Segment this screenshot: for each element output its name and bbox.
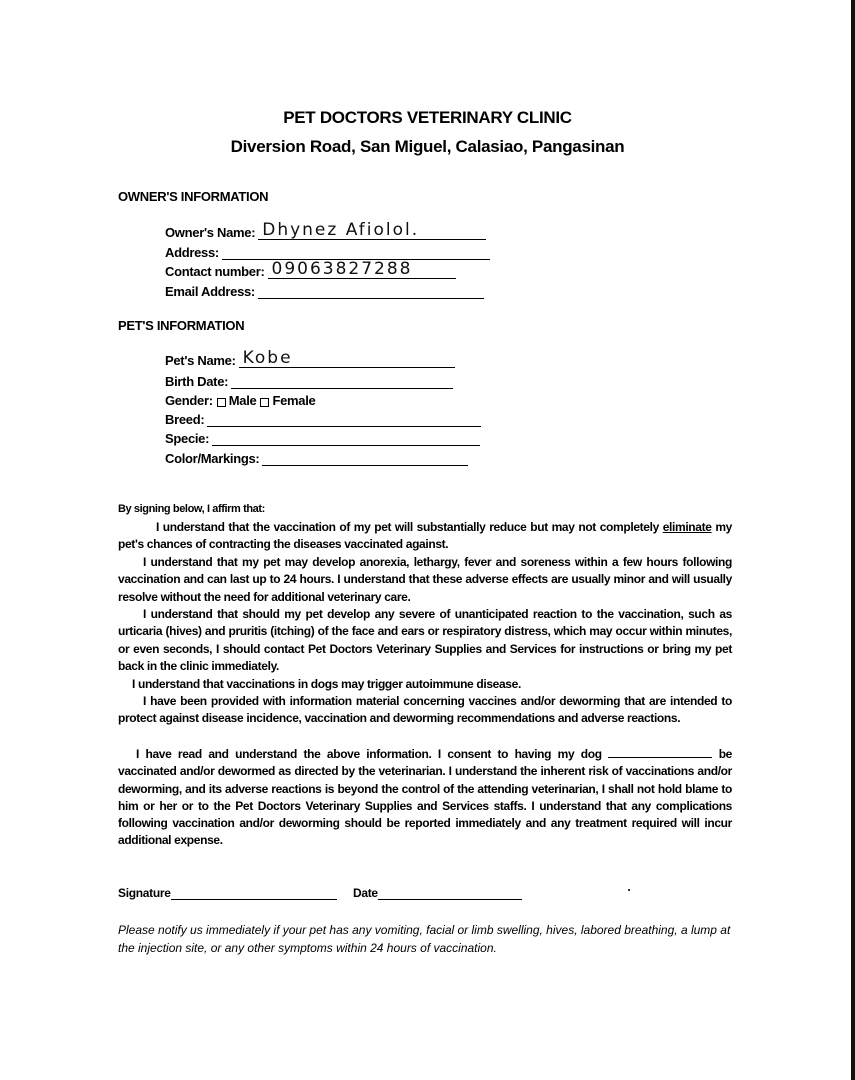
consent-paragraph-4: I understand that vaccinations in dogs may trigger autoimmune disease. — [132, 677, 521, 691]
consent-paragraph-5: I have been provided with information material concerning vaccines and/or deworming that are intended to protect against disease incidence, vaccination and deworming recommendations and adverse reactions. — [118, 694, 732, 726]
address-label: Address: — [165, 245, 219, 260]
pet-section-title: PET'S INFORMATION — [118, 318, 245, 333]
color-line[interactable] — [262, 451, 468, 466]
breed-label: Breed: — [165, 412, 205, 427]
gender-label: Gender: — [165, 393, 213, 408]
consent-paragraph-3: I understand that should my pet develop any severe of unanticipated reaction to the vaccination, such as urticaria (hives) and pruritis (itching) of the face and ears or respiratory distress, which may occur within minutes, or even seconds, I should contact Pet Doctors Veterinary Supplies and Services for instructions or bring my pet back in the clinic immediately. — [118, 607, 732, 673]
email-line[interactable] — [258, 284, 484, 299]
color-label: Color/Markings: — [165, 451, 260, 466]
female-label: Female — [272, 393, 316, 408]
consent-paragraph-1 — [118, 519, 732, 554]
color-field[interactable] — [165, 451, 468, 466]
specie-field[interactable] — [165, 431, 480, 446]
owner-name-field[interactable] — [165, 220, 486, 240]
consent-p1-underlined: eliminate — [662, 520, 712, 534]
owner-name-label: Owner's Name: — [165, 225, 256, 240]
owner-name-value: Dhynez Afiolol. — [262, 220, 420, 240]
pet-name-field[interactable] — [165, 348, 455, 368]
date-field[interactable] — [353, 886, 522, 900]
signature-label: Signature — [118, 886, 171, 900]
pet-name-value: Kobe — [242, 348, 293, 368]
email-label: Email Address: — [165, 284, 255, 299]
signature-line[interactable] — [171, 887, 337, 900]
consent-p1-text: I understand that the vaccination of my pet will substantially reduce but may not completely — [156, 520, 659, 534]
consent-paragraph-2: I understand that my pet may develop anorexia, lethargy, fever and soreness within a few hours following vaccination and can last up to 24 hours. I understand that these adverse effects are usually minor and will usually resolve without the need for additional veterinary care. — [118, 555, 732, 604]
birth-date-line[interactable] — [231, 374, 453, 389]
consent-p6-text-b: be vaccinated and/or dewormed as directed by the veterinarian. I understand the inherent risk of vaccinations and/or deworming, and its adverse reactions is beyond the control of the attending veterinarian, I shall not hold blame to him or her or to the Pet Doctors Veterinary Supplies and Services staffs. I understand that any complications following vaccination and/or deworming should be reported immediately and any treatment required will incur additional expense. — [118, 747, 733, 848]
consent-paragraph-6 — [118, 746, 732, 850]
gender-field — [165, 393, 315, 408]
birth-date-field[interactable] — [165, 374, 453, 389]
breed-line[interactable] — [207, 412, 481, 427]
male-checkbox[interactable] — [217, 398, 226, 407]
address-line[interactable] — [222, 245, 490, 260]
specie-label: Specie: — [165, 431, 210, 446]
male-label: Male — [228, 393, 257, 408]
email-field[interactable] — [165, 284, 484, 299]
contact-value: 09063827288 — [271, 259, 413, 279]
female-checkbox[interactable] — [260, 398, 269, 407]
vaccination-notice: Please notify us immediately if your pet has any vomiting, facial or limb swelling, hives, labored breathing, a lump at the injection site, or any other symptoms within 24 hours of vaccination. — [118, 923, 731, 955]
scan-speck — [628, 889, 630, 891]
birth-date-label: Birth Date: — [165, 374, 229, 389]
address-field[interactable] — [165, 245, 490, 260]
pet-name-line[interactable] — [239, 348, 455, 368]
contact-line[interactable] — [268, 259, 456, 279]
consent-p1-text-b: my pet's chances of contracting the diseases vaccinated against. — [118, 520, 733, 552]
owner-name-line[interactable] — [258, 220, 486, 240]
clinic-address: Diversion Road, San Miguel, Calasiao, Pangasinan — [230, 137, 625, 156]
scan-edge — [851, 0, 855, 1080]
date-line[interactable] — [378, 887, 522, 900]
consent-heading: By signing below, I affirm that: — [118, 503, 265, 515]
contact-field[interactable] — [165, 259, 456, 279]
signature-field[interactable] — [118, 886, 337, 900]
breed-field[interactable] — [165, 412, 481, 427]
pet-name-label: Pet's Name: — [165, 353, 236, 368]
clinic-name: PET DOCTORS VETERINARY CLINIC — [283, 108, 572, 127]
contact-label: Contact number: — [165, 264, 265, 279]
specie-line[interactable] — [212, 431, 480, 446]
consent-p6-text: I have read and understand the above information. I consent to having my dog — [136, 747, 602, 761]
date-label: Date — [353, 886, 378, 900]
dog-name-blank[interactable] — [608, 746, 712, 758]
owner-section-title: OWNER'S INFORMATION — [118, 189, 269, 204]
